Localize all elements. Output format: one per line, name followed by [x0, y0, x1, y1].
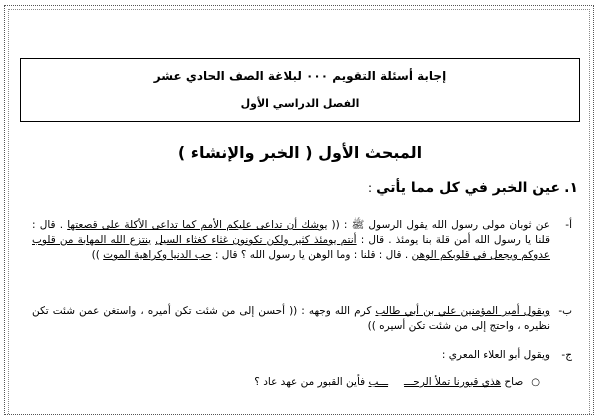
item-a	[32, 218, 572, 263]
item-a-part: ))	[91, 249, 104, 261]
question-number: ١.	[564, 180, 578, 196]
item-a-underlined: حب الدنيا وكراهية الموت	[103, 249, 212, 261]
verse-underlined: هذي قبورنا تملأ الرحـــ	[404, 376, 502, 388]
item-a-part: . قال : قلنا : وما الوهن يا رسول الله ؟ قال :	[211, 249, 412, 261]
item-a-underlined: يوشك أن تداعى عليكم الأمم كما تداعى الأكلة على قصعتها	[67, 219, 328, 231]
question-colon: :	[368, 181, 373, 195]
item-b-underlined: ويقول أمير المؤمنين علي بن أبي طالب	[375, 305, 550, 317]
question-heading	[368, 180, 578, 196]
item-c-text: ويقول أبو العلاء المعري :	[441, 349, 550, 361]
document-title: إجابة أسئلة التقويم ٠٠٠ لبلاغة الصف الحادي عشر	[153, 69, 447, 83]
item-b-part: كرم الله وجهه : (( أحسن إلى من شئت تكن أميره ، واستغن عمن شئت تكن نظيره ، واحتج إلى من شئت تكن أسيره ))	[32, 305, 550, 332]
item-c	[32, 348, 572, 363]
item-a-underlined: أنتم يومئذ كثير ولكن تكونون غثاء كغثاء السيل	[155, 234, 357, 246]
verse-underlined: ـــب	[368, 376, 389, 388]
document-subtitle: الفصل الدراسي الأول	[240, 97, 360, 110]
verse-first-hemistich	[404, 376, 523, 388]
circle-bullet-icon: ○	[531, 377, 540, 388]
verse-part: صاح	[501, 376, 524, 388]
question-prompt: عين الخبر في كل مما يأتي	[376, 180, 561, 196]
item-b-label: ب-	[558, 305, 572, 317]
item-a-underlined: ينتزع الله المهابة من قلوب عدوكم ويجعل في قلوبكم الوهن	[32, 234, 550, 261]
item-c-label: ج-	[561, 349, 572, 361]
item-a-text	[32, 218, 550, 263]
item-b	[32, 304, 572, 334]
poem-verse	[254, 376, 540, 388]
item-b-text	[32, 304, 550, 334]
section-title: المبحث الأول ( الخبر والإنشاء )	[177, 143, 423, 162]
verse-second-hemistich	[254, 376, 388, 388]
item-a-label: أ-	[565, 219, 572, 231]
header-box	[20, 58, 580, 122]
verse-part: فأين القبور من عهد عاد ؟	[254, 376, 369, 388]
item-a-part: . قال : قلنا يا رسول الله أمن قلة بنا يومئذ . قال :	[32, 219, 551, 246]
item-a-part: عن ثوبان مولى رسول الله يقول الرسول ﷺ : ((	[327, 219, 550, 231]
